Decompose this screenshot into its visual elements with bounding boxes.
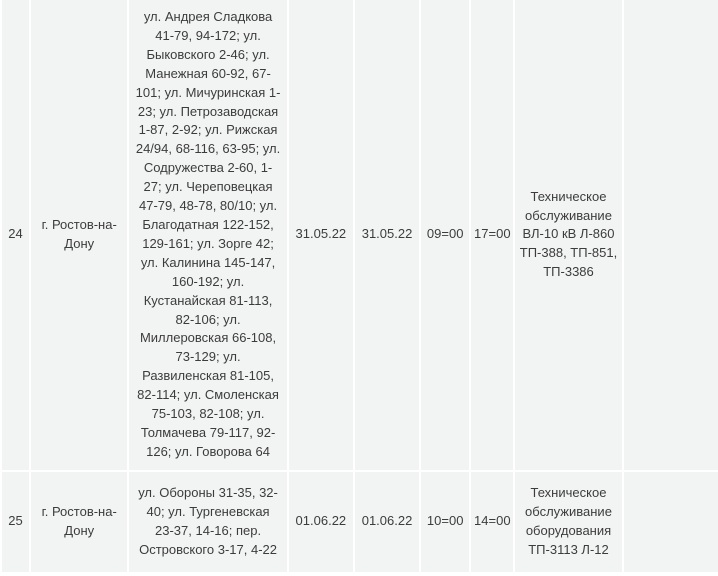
work-description-cell: Техническое обслуживание оборудования ТП-3113 Л-12: [515, 472, 621, 572]
table-row: [2, 0, 718, 470]
city-cell: г. Ростов-на-Дону: [31, 472, 127, 572]
row-number: 25: [2, 472, 29, 572]
row-number: 24: [2, 0, 29, 470]
date-end-cell: 31.05.22: [355, 0, 419, 470]
table-row: [2, 472, 718, 572]
city-cell: г. Ростов-на-Дону: [31, 0, 127, 470]
time-start-cell: 09=00: [421, 0, 469, 470]
time-end-cell: 14=00: [471, 472, 513, 572]
date-start-cell: 31.05.22: [289, 0, 353, 470]
date-start-cell: 01.06.22: [289, 472, 353, 572]
empty-cell: [624, 472, 718, 572]
time-end-cell: 17=00: [471, 0, 513, 470]
empty-cell: [624, 0, 718, 470]
work-description-cell: Техническое обслуживание ВЛ-10 кВ Л-860 ТП-388, ТП-851, ТП-3386: [515, 0, 621, 470]
time-start-cell: 10=00: [421, 472, 469, 572]
date-end-cell: 01.06.22: [355, 472, 419, 572]
streets-cell: ул. Андрея Сладкова 41-79, 94-172; ул. Быковского 2-46; ул. Манежная 60-92, 67-101; ул. Мичуринская 1-23; ул. Петрозаводская 1-87, 2-92; ул. Рижская 24/94, 68-116, 63-95; ул. Содружества 2-60, 1-27; ул. Череповецкая 47-79, 48-78, 80/10; ул. Благодатная 122-152, 129-161; ул. Зорге 42; ул. Калинина 145-147, 160-192; ул. Кустанайская 81-113, 82-106; ул. Миллеровская 66-108, 73-129; ул. Развиленская 81-105, 82-114; ул. Смоленская 75-103, 82-108; ул. Толмачева 79-117, 92-126; ул. Говорова 64: [129, 0, 286, 470]
streets-cell: ул. Обороны 31-35, 32-40; ул. Тургеневская 23-37, 14-16; пер. Островского 3-17, 4-22: [129, 472, 286, 572]
